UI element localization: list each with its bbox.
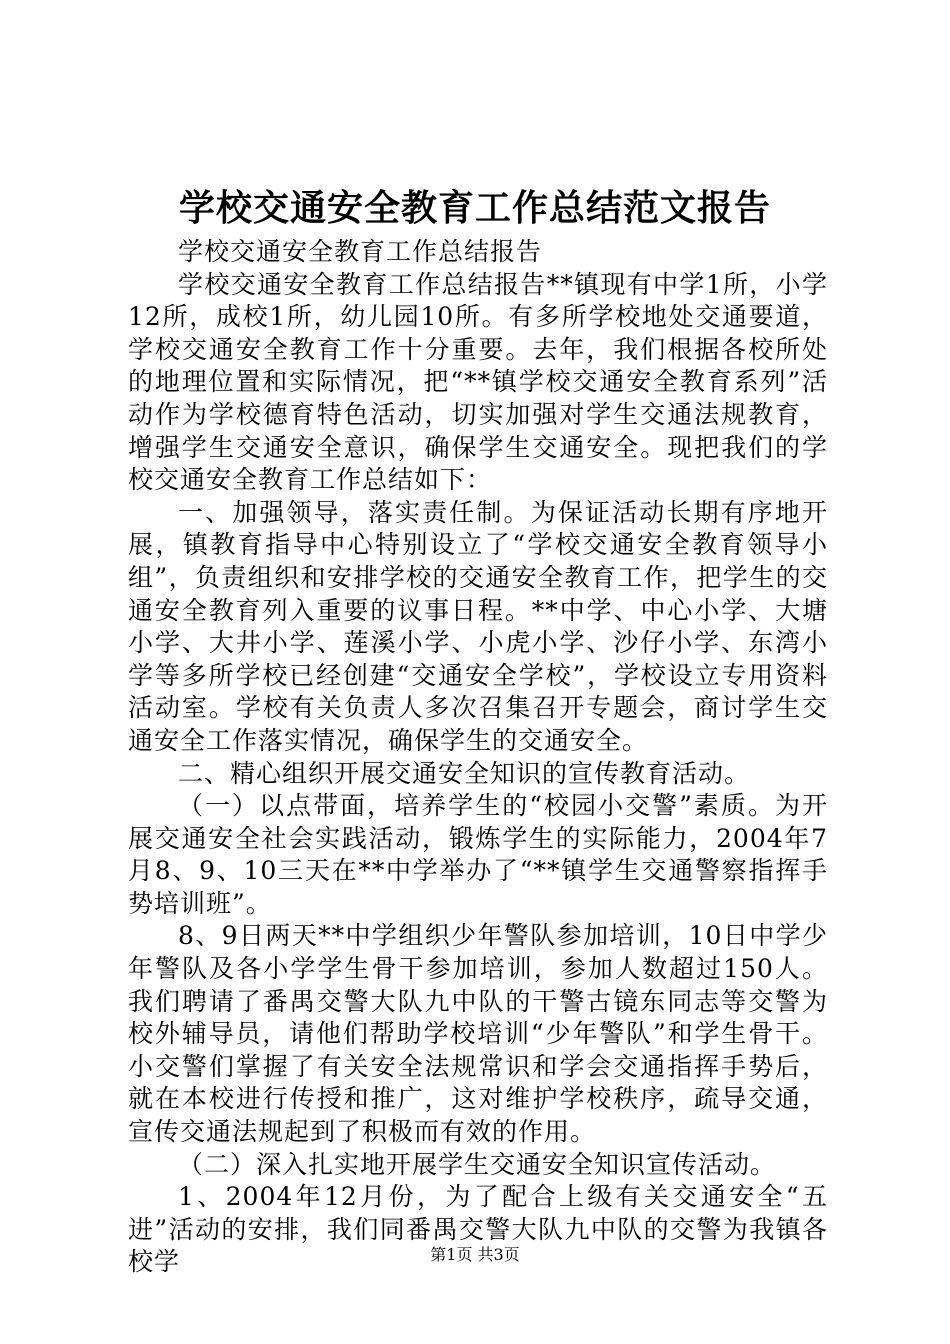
paragraph-subsection-1: （一）以点带面，培养学生的“校园小交警”素质。为开展交通安全社会实践活动，锻炼学生的实际能力，2004年7月8、9、10三天在**中学举办了“**镇学生交通警察指挥手势培训班”。 [128, 791, 828, 918]
paragraph-section-1: 一、加强领导，落实责任制。为保证活动长期有序地开展，镇教育指导中心特别设立了“学校交通安全教育领导小组”，负责组织和安排学校的交通安全教育工作，把学生的交通安全教育列入重要的议事日程。**中学、中心小学、大塘小学、大井小学、莲溪小学、小虎小学、沙仔小学、东湾小学等多所学校已经创建“交通安全学校”，学校设立专用资料活动室。学校有关负责人多次召集召开专题会，商讨学生交通安全工作落实情况，确保学生的交通安全。 [128, 497, 828, 755]
document-body [128, 236, 828, 1279]
paragraph-item-1: 1、2004年12月份，为了配合上级有关交通安全“五进”活动的安排，我们同番禺交警大队九中队的交警为我镇各校学 [128, 1182, 828, 1277]
document-title: 学校交通安全教育工作总结范文报告 [178, 187, 771, 229]
paragraph-training: 8、9日两天**中学组织少年警队参加培训，10日中学少年警队及各小学学生骨干参加培训，参加人数超过150人。我们聘请了番禺交警大队九中队的干警古镜东同志等交警为校外辅导员，请他们帮助学校培训“少年警队”和学生骨干。小交警们掌握了有关安全法规常识和学会交通指挥手势后，就在本校进行传授和推广，这对维护学校秩序，疏导交通，宣传交通法规起到了积极而有效的作用。 [128, 921, 828, 1147]
paragraph-subtitle: 学校交通安全教育工作总结报告 [178, 237, 543, 266]
page-footer: 第1页 共3页 [430, 1245, 520, 1264]
paragraph-subsection-2-heading: （二）深入扎实地开展学生交通安全知识宣传活动。 [178, 1149, 777, 1179]
paragraph-section-2-heading: 二、精心组织开展交通安全知识的宣传教育活动。 [178, 758, 751, 788]
paragraph-intro: 学校交通安全教育工作总结报告**镇现有中学1所，小学12所，成校1所，幼儿园10所。有多所学校地处交通要道，学校交通安全教育工作十分重要。去年，我们根据各校所处的地理位置和实际情况，把“**镇学校交通安全教育系列”活动作为学校德育特色活动，切实加强对学生交通法规教育，增强学生交通安全意识，确保学生交通安全。现把我们的学校交通安全教育工作总结如下： [128, 269, 828, 495]
